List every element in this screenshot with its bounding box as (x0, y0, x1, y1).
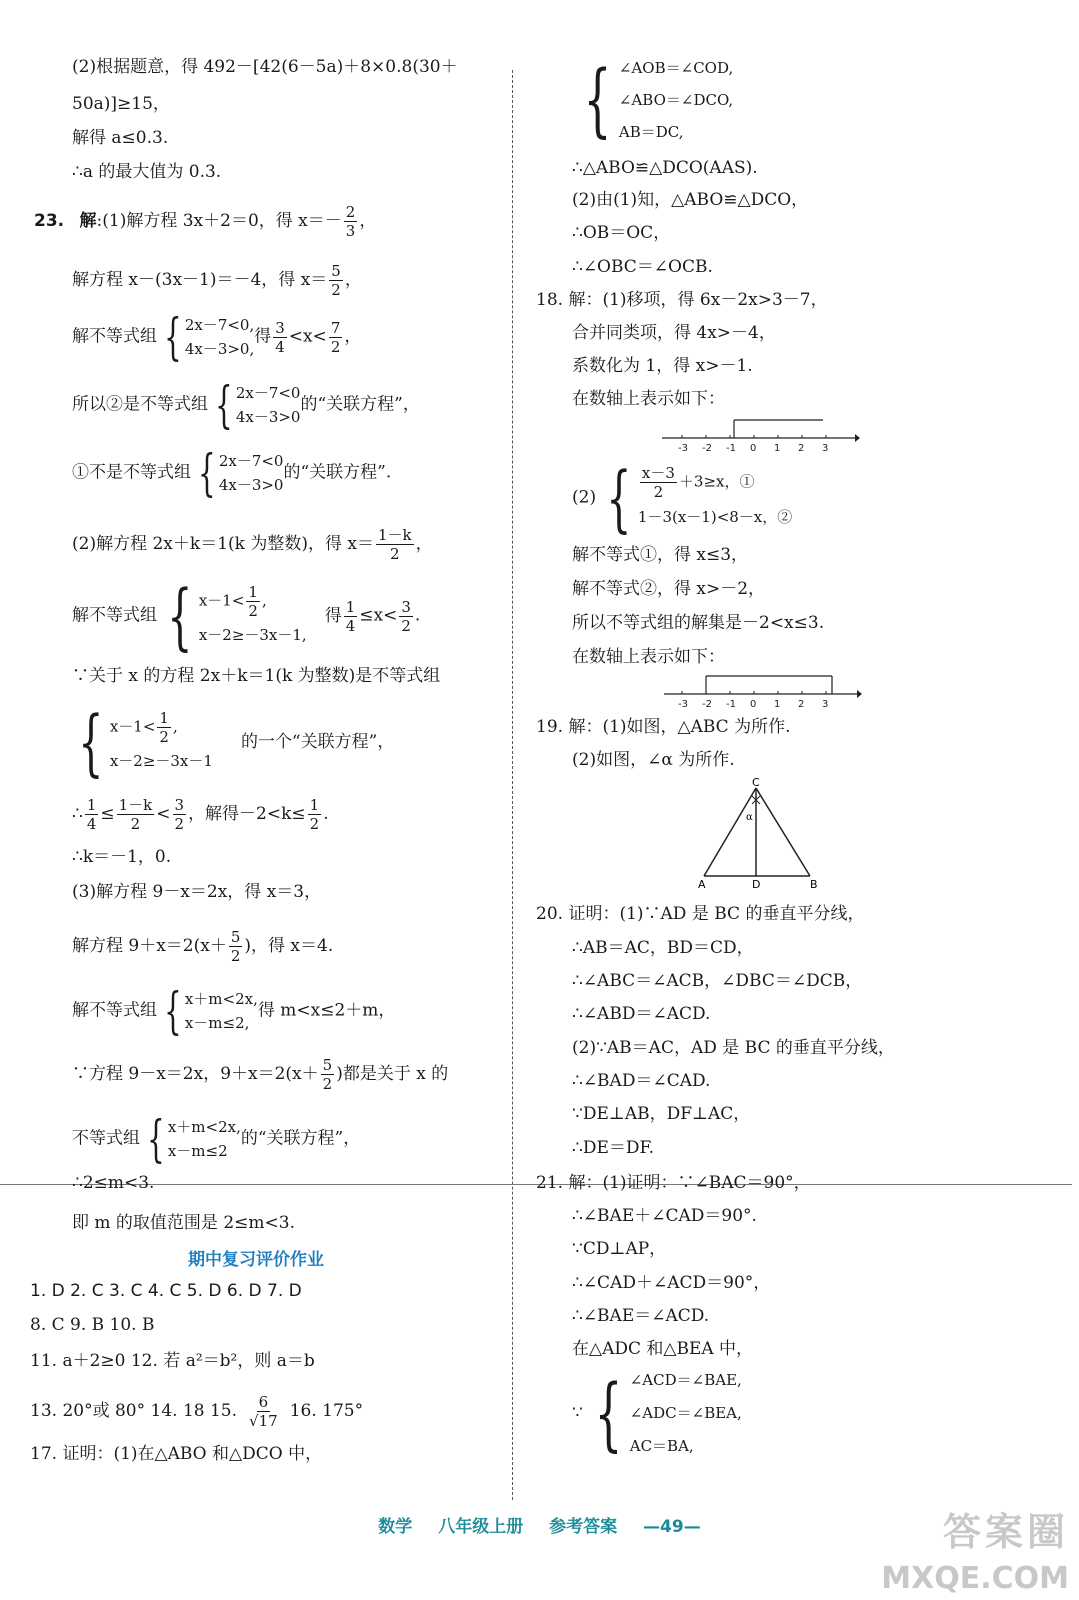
text-line: 解不等式组 { x－1< $\frac{1}{2}$ , x－2≥－3x－1, 得 $\frac{1}{4}$ ≤x< $\frac{3}{2}$ . (72, 574, 421, 658)
text-line: ∴∠BAD＝∠CAD. (572, 1071, 711, 1091)
text-line: 系数化为 1，得 x>－1. (572, 356, 753, 376)
text-line: (2)由(1)知，△ABO≌△DCO， (572, 190, 809, 210)
fraction: $\frac{5}{2}$ (331, 262, 341, 299)
text-line: ∴ $\frac{1}{4}$ ≤ $\frac{1-k}{2}$ < $\frac{3}{2}$ ，解得－2<k≤ $\frac{1}{2}$ . (72, 796, 329, 833)
tick-label: 2 (798, 699, 805, 710)
text-line: ∴2≤m<3. (72, 1173, 155, 1193)
tick-label: 1 (774, 443, 781, 454)
inequality-system: { x＋m<2x, x－m≤2 (147, 1110, 241, 1168)
question-line: 20. 证明：(1)∵AD 是 BC 的垂直平分线， (536, 904, 865, 924)
text-line: ∵方程 9－x＝2x，9＋x＝2(x＋ $\frac{5}{2}$ )都是关于 x 的 (72, 1056, 449, 1093)
question-line: 19. 解：(1)如图，△ABC 为所作. (536, 717, 791, 737)
tick-label: -3 (678, 443, 688, 454)
text-line: ∴△ABO≌△DCO(AAS). (572, 158, 758, 178)
text-line: 解方程 x－(3x－1)＝－4，得 x＝ $\frac{5}{2}$ ， (72, 262, 362, 299)
inequality-system: { $\frac{x-3}{2}$ ＋3≥x，① 1－3(x－1)<8－x，② (606, 456, 793, 540)
question-line: 18. 解：(1)移项，得 6x－2x>3－7， (536, 290, 828, 310)
tick-label: 3 (822, 699, 829, 710)
text-line: 所以②是不等式组 { 2x－7<0 4x－3>0 的“关联方程”， (72, 376, 420, 434)
column-divider (512, 70, 513, 1500)
text-line: 在数轴上表示如下： (572, 647, 725, 667)
tick-label: -1 (726, 699, 736, 710)
vertex-label: D (752, 878, 761, 891)
text-line: ∵DE⊥AB，DF⊥AC， (572, 1104, 751, 1124)
text-line: ∴∠CAD＋∠ACD＝90°， (572, 1273, 771, 1293)
text-line: 合并同类项，得 4x>－4， (572, 323, 776, 343)
vertex-label: C (752, 776, 760, 789)
tick-label: -3 (678, 699, 688, 710)
tick-label: 3 (822, 443, 829, 454)
text-line: ∴∠OBC＝∠OCB. (572, 257, 713, 277)
tick-label: -1 (726, 443, 736, 454)
text-line: ∴OB＝OC， (572, 223, 671, 243)
text-line: (2)解方程 2x＋k＝1(k 为整数)，得 x＝ $\frac{1-k}{2}$ ， (72, 526, 433, 563)
footer-subject: 数学 (378, 1517, 413, 1537)
answer-label: 解 (79, 211, 97, 231)
number-line-2 (662, 670, 862, 710)
text: :(1)解方程 3x＋2＝0，得 x＝－ (96, 211, 342, 231)
text-line: ∴∠BAE＋∠CAD＝90°. (572, 1206, 757, 1226)
inequality-system: { x－1< $\frac{1}{2}$ , x－2≥－3x－1 (78, 700, 213, 784)
text-line: 在数轴上表示如下： (572, 389, 725, 409)
text-line: { x－1< $\frac{1}{2}$ , x－2≥－3x－1 的一个“关联方程”， (68, 706, 394, 778)
tick-label: -2 (702, 699, 712, 710)
number-line-1 (660, 414, 860, 454)
congruence-system: { ∠AOB＝∠COD, ∠ABO＝∠DCO, AB＝DC, (583, 53, 734, 146)
footer-ref: 参考答案 (549, 1517, 618, 1537)
tick-label: 0 (750, 699, 757, 710)
text-line: 解不等式组 { 2x－7<0, 4x－3>0, 得 $\frac{3}{4}$ <x< $\frac{7}{2}$ ， (72, 308, 362, 366)
tick-label: 1 (774, 699, 781, 710)
tick-label: -2 (702, 443, 712, 454)
inequality-system: { 2x－7<0 4x－3>0 (198, 444, 284, 502)
text-line: ∴∠ABD＝∠ACD. (572, 1004, 711, 1024)
section-title: 期中复习评价作业 (188, 1250, 324, 1270)
text-line: ∴a 的最大值为 0.3. (72, 162, 222, 182)
answer-row: 17. 证明：(1)在△ABO 和△DCO 中， (30, 1444, 323, 1464)
text-line: 解方程 9＋x＝2(x＋ $\frac{5}{2}$ )，得 x＝4. (72, 928, 334, 965)
triangle-figure (692, 776, 832, 894)
watermark-line2: MXQE.COM (881, 1561, 1069, 1596)
inequality-system: { 2x－7<0 4x－3>0 (215, 376, 301, 434)
text-line: 50a)]≥15， (72, 94, 170, 114)
tick-label: 2 (798, 443, 805, 454)
text-line: (2)∵AB＝AC，AD 是 BC 的垂直平分线， (572, 1038, 895, 1058)
text-line: 解不等式①，得 x≤3， (572, 545, 749, 565)
text-line: ∵CD⊥AP， (572, 1239, 667, 1259)
answer-row: 8. C 9. B 10. B (30, 1315, 155, 1335)
watermark-line1: 答案圈 (942, 1510, 1069, 1554)
question-number: 23. (34, 211, 65, 231)
text-line: ∴∠ABC＝∠ACB，∠DBC＝∠DCB， (572, 971, 863, 991)
congruence-system: ∵ { ∠ACD＝∠BAE, ∠ADC＝∠BEA, AC＝BA, (572, 1366, 742, 1460)
vertex-label: A (698, 878, 706, 891)
fraction: $\frac{2}{3}$ (345, 203, 356, 240)
text-line: 在△ADC 和△BEA 中， (572, 1339, 754, 1359)
footer-grade: 八年级上册 (438, 1517, 524, 1537)
text-line: (3)解方程 9－x＝2x，得 x＝3， (72, 882, 322, 902)
inequality-system: { 2x－7<0, 4x－3>0, (164, 308, 255, 366)
q23-line1: 23. 解:(1)解方程 3x＋2＝0，得 x＝－ $\frac{2}{3}$ ， (34, 203, 377, 240)
angle-label: α (746, 812, 753, 823)
text-line: 即 m 的取值范围是 2≤m<3. (72, 1213, 295, 1233)
page-number: —49— (643, 1517, 701, 1537)
text-line: 解得 a≤0.3. (72, 128, 169, 148)
text-line: ∴AB＝AC，BD＝CD， (572, 938, 754, 958)
text-line: (2) { $\frac{x-3}{2}$ ＋3≥x，① 1－3(x－1)<8－x，② (572, 456, 793, 540)
text-line: ∵关于 x 的方程 2x＋k＝1(k 为整数)是不等式组 (72, 666, 441, 686)
vertex-label: B (810, 878, 818, 891)
tick-label: 0 (750, 443, 757, 454)
inequality-system: { x＋m<2x, x－m≤2, (164, 982, 258, 1040)
answer-row: 11. a＋2≥0 12. 若 a²＝b²，则 a＝b (30, 1351, 315, 1371)
text-line: 所以不等式组的解集是－2<x≤3. (572, 613, 825, 633)
text-line: 不等式组 { x＋m<2x, x－m≤2 的“关联方程”， (72, 1110, 361, 1168)
text-line: (2)如图，∠α 为所作. (572, 750, 735, 770)
text-line: (2)根据题意，得 492－[42(6－5a)＋8×0.8(30＋ (72, 57, 458, 77)
text-line: ∴DE＝DF. (572, 1138, 655, 1158)
text-line: ①不是不等式组 { 2x－7<0 4x－3>0 的“关联方程”. (72, 444, 392, 502)
text-line: 解不等式组 { x＋m<2x, x－m≤2, 得 m<x≤2＋m， (72, 982, 396, 1040)
answer-row: 1. D 2. C 3. C 4. C 5. D 6. D 7. D (30, 1281, 302, 1301)
inequality-system: { x－1< $\frac{1}{2}$ , x－2≥－3x－1, (167, 574, 307, 658)
text-line: ∴∠BAE＝∠ACD. (572, 1306, 710, 1326)
text-line: 解不等式②，得 x>－2， (572, 579, 766, 599)
answer-row: 13. 20°或 80° 14. 18 15. $\frac{6}{√17}$ 16. 175° (30, 1393, 364, 1430)
text-line: ∴k＝－1，0. (72, 847, 172, 867)
page-footer (0, 1512, 1079, 1537)
question-line: 21. 解：(1)证明：∵∠BAC＝90°， (536, 1173, 811, 1193)
